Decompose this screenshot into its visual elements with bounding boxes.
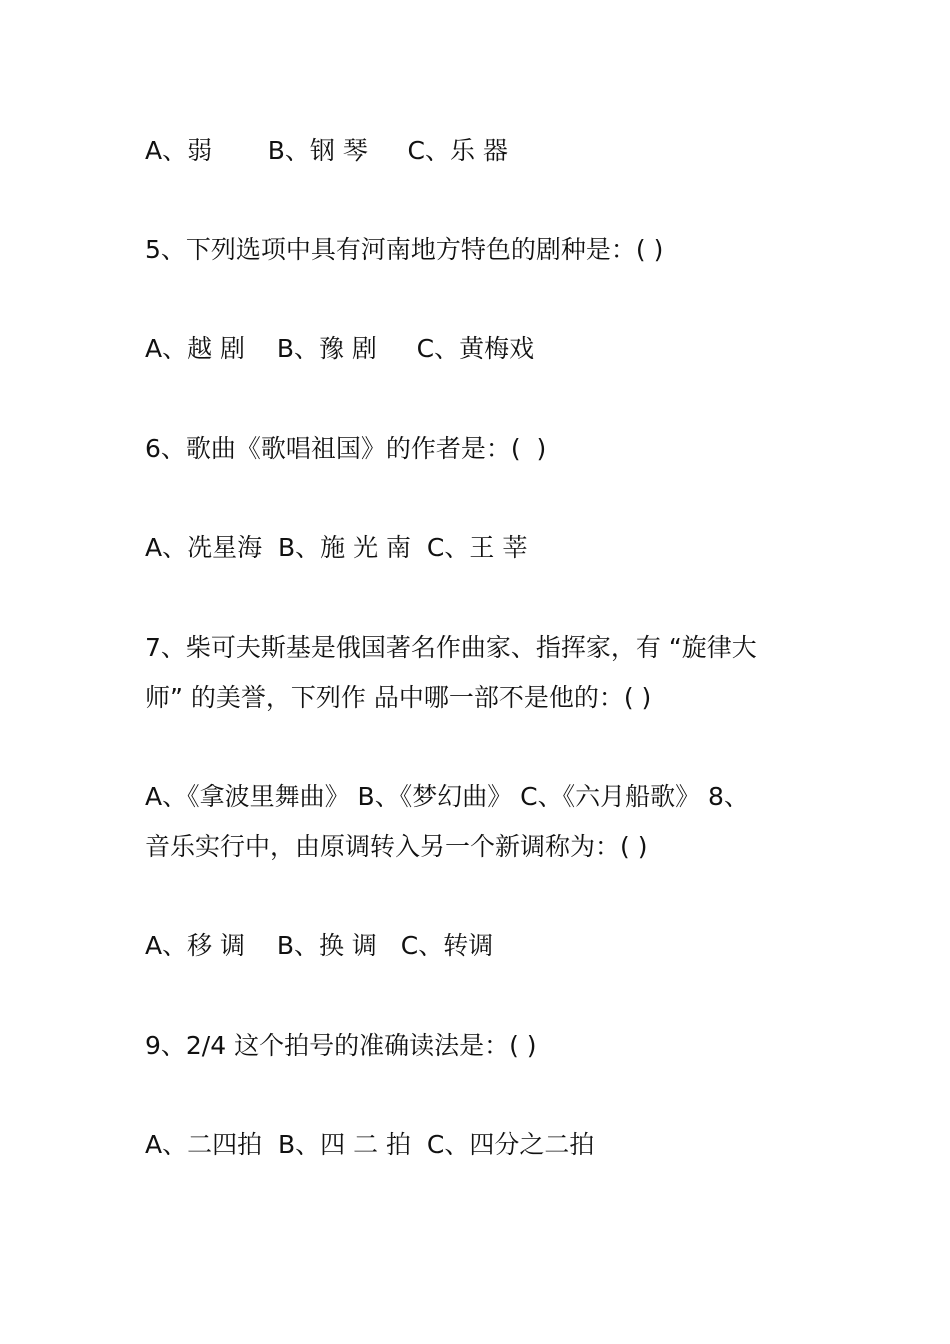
question-5-options: A、越 剧 B、豫 剧 C、黄梅戏 — [145, 334, 535, 363]
question-8-text: 音乐实行中，由原调转入另一个新调称为：( ) — [145, 832, 648, 861]
question-7-options: A、《拿波里舞曲》 B、《梦幻曲》 C、《六月船歌》 8、 — [145, 782, 749, 811]
question-6-options: A、冼星海 B、施 光 南 C、王 莘 — [145, 533, 528, 562]
question-9-text: 9、2/4 这个拍号的准确读法是：( ) — [145, 1031, 537, 1060]
question-7-text-line-1: 7、柴可夫斯基是俄国著名作曲家、指挥家，有 “旋律大 — [145, 633, 757, 662]
question-6-text: 6、歌曲《歌唱祖国》的作者是：( ) — [145, 434, 547, 463]
question-7-text-line-2: 师” 的美誉，下列作 品中哪一部不是他的：( ) — [145, 683, 652, 712]
question-9-options: A、二四拍 B、四 二 拍 C、四分之二拍 — [145, 1130, 595, 1159]
question-5-text: 5、下列选项中具有河南地方特色的剧种是：( ) — [145, 235, 664, 264]
question-4-options: A、弱 B、钢 琴 C、乐 器 — [145, 136, 508, 165]
question-8-options: A、移 调 B、换 调 C、转调 — [145, 931, 494, 960]
